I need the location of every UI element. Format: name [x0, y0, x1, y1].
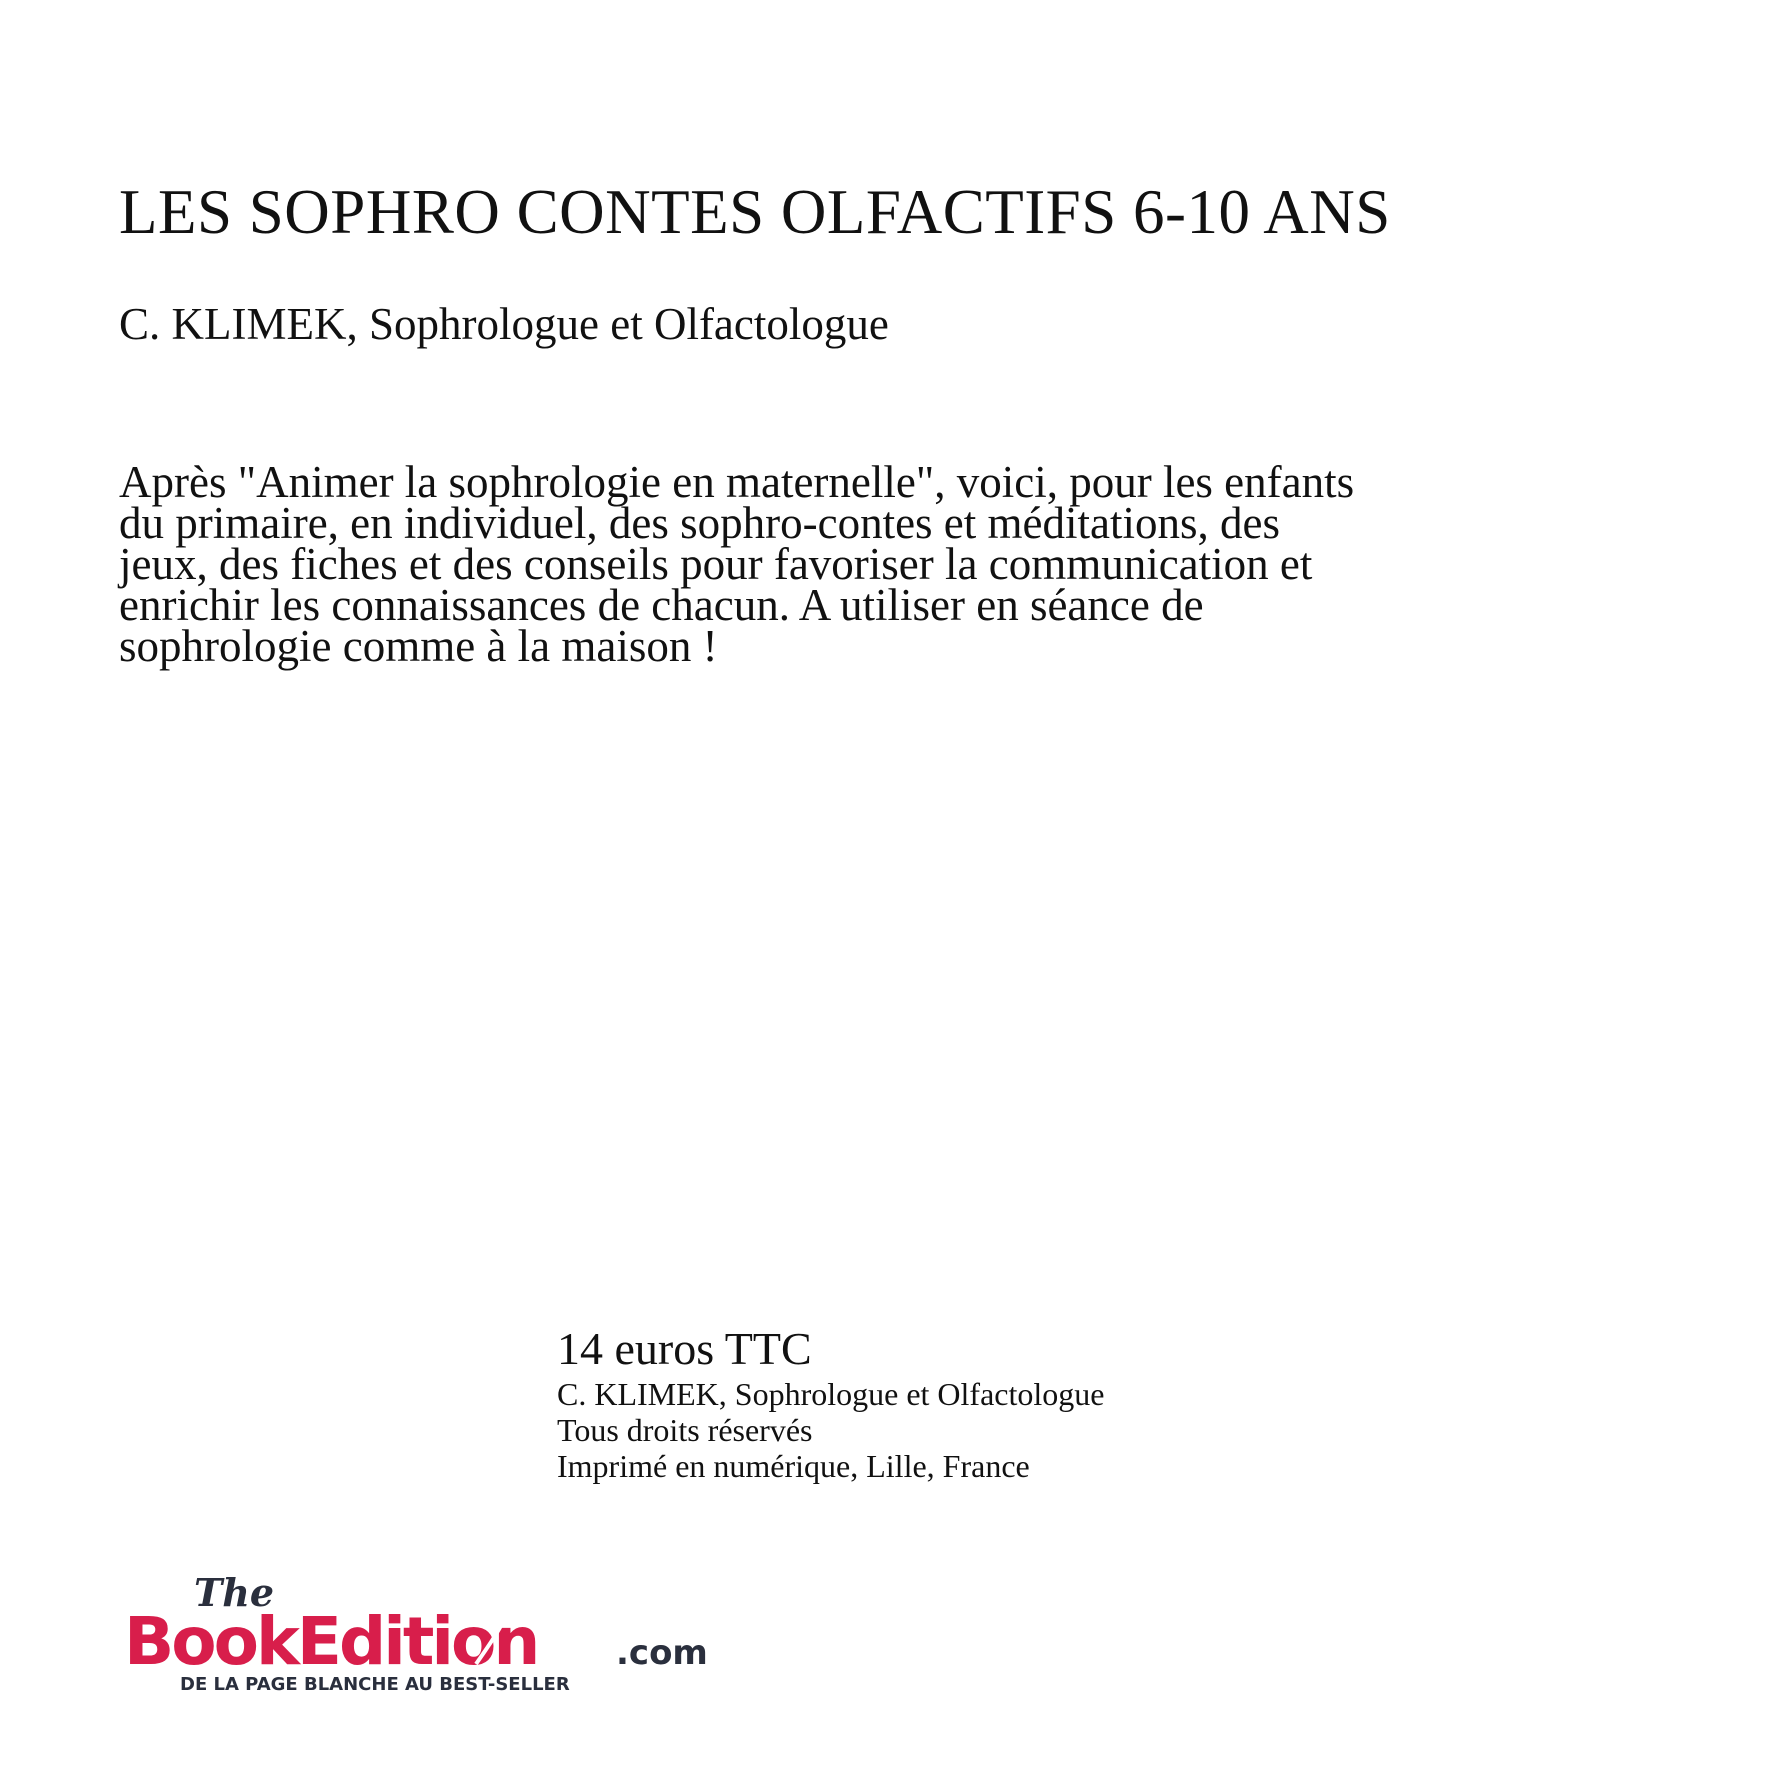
logo-the: The: [194, 1572, 275, 1615]
book-title: LES SOPHRO CONTES OLFACTIFS 6-10 ANS: [119, 177, 1391, 247]
book-author: C. KLIMEK, Sophrologue et Olfactologue: [119, 299, 889, 349]
publisher-logo: [124, 1572, 724, 1692]
rights-notice: Tous droits réservés: [557, 1412, 813, 1448]
book-summary: Après "Animer la sophrologie en maternelle", voici, pour les enfants du primaire, en individuel, des sophro-contes et méditations, des jeux, des fiches et des conseils pour favoriser la communication et enrichir les connaissances de chacun. A utiliser en séance de sophrologie comme à la maison !: [119, 457, 1355, 671]
price: 14 euros TTC: [557, 1323, 812, 1374]
printing-notice: Imprimé en numérique, Lille, France: [557, 1448, 1030, 1484]
colophon-author: C. KLIMEK, Sophrologue et Olfactologue: [557, 1376, 1105, 1412]
logo-domain: .com: [616, 1633, 708, 1673]
logo-tagline: DE LA PAGE BLANCHE AU BEST-SELLER: [180, 1674, 570, 1692]
logo-brand: BookEdition: [124, 1603, 538, 1680]
colophon: [557, 1322, 1104, 1484]
